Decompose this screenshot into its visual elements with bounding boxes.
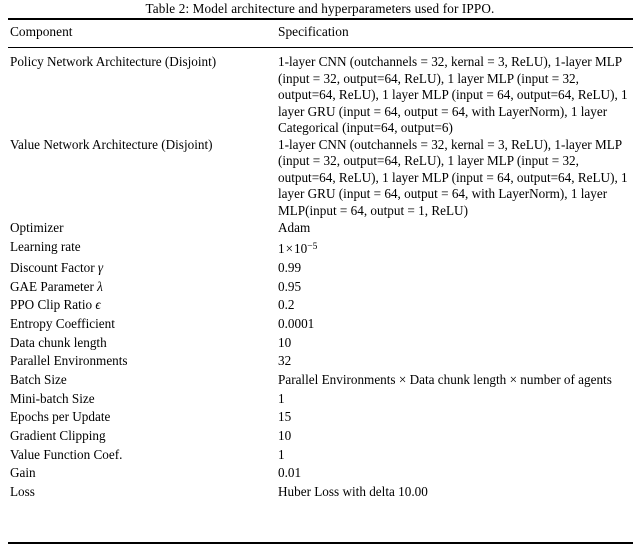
table-row (10, 408, 634, 427)
row-component: Gain (10, 465, 36, 481)
row-specification: 1-layer CNN (outchannels = 32, kernal = 3, ReLU), 1-layer MLP (input = 32, output=64, ReLU), 1 layer MLP (input = 32, output=64, ReLU), 1 layer MLP (input = 64, output=64, ReLU), 1 layer GRU (input = 64, output = 64, with LayerNorm), 1 layer Categorical (input=64, output=6) (278, 54, 628, 136)
table-row (10, 371, 634, 390)
row-component (10, 278, 278, 297)
row-component-label: PPO Clip Ratio (10, 297, 93, 313)
column-header-component: Component (10, 24, 73, 39)
row-component (10, 259, 278, 278)
row-component: Entropy Coefficient (10, 315, 115, 331)
row-component: Policy Network Architecture (Disjoint) (10, 54, 217, 69)
learning-rate-base: 10 (294, 241, 308, 257)
table-row (10, 390, 634, 409)
row-specification (278, 238, 634, 259)
table-row (10, 464, 634, 483)
row-component: Parallel Environments (10, 353, 128, 369)
table-bottomrule (8, 542, 633, 544)
row-specification: 0.01 (278, 465, 302, 481)
row-specification: Huber Loss with delta 10.00 (278, 484, 428, 500)
row-component: Loss (10, 484, 35, 500)
row-component-label: Discount Factor (10, 259, 95, 275)
table-caption (0, 0, 640, 17)
row-component: Gradient Clipping (10, 427, 106, 443)
row-component: Epochs per Update (10, 409, 111, 425)
gamma-symbol: γ (97, 259, 104, 275)
row-specification: 0.2 (278, 297, 295, 313)
table-row (10, 259, 634, 278)
row-component: Batch Size (10, 372, 67, 388)
table-caption-text: Table 2: Model architecture and hyperparameters used for IPPO. (145, 1, 495, 16)
table-header-row (10, 22, 634, 47)
row-specification: 1 (278, 446, 285, 462)
table-row (10, 219, 634, 238)
row-specification: 10 (278, 427, 292, 443)
row-specification: 32 (278, 353, 292, 369)
row-specification: 0.95 (278, 278, 302, 294)
row-specification: Adam (278, 220, 311, 236)
epsilon-symbol: ϵ (95, 297, 101, 313)
table-row (10, 427, 634, 446)
row-specification: 10 (278, 334, 292, 350)
row-component: Optimizer (10, 220, 64, 236)
row-component: Data chunk length (10, 334, 107, 350)
table-row (10, 54, 634, 137)
table-row (10, 278, 634, 297)
learning-rate-exponent: −5 (307, 242, 318, 253)
row-component-label: GAE Parameter (10, 278, 94, 294)
table-row (10, 352, 634, 371)
row-specification: 0.99 (278, 259, 302, 275)
table-row (10, 238, 634, 259)
row-specification: Parallel Environments × Data chunk length × number of agents (278, 372, 612, 388)
row-component (10, 296, 278, 315)
row-component: Learning rate (10, 239, 81, 255)
row-component: Value Function Coef. (10, 446, 123, 462)
learning-rate-mantissa: 1 (278, 241, 285, 257)
table-row (10, 137, 634, 220)
multiplication-sign: × (285, 241, 294, 257)
table-row (10, 483, 634, 502)
table-row (10, 446, 634, 465)
table-row (10, 296, 634, 315)
lambda-symbol: λ (97, 278, 103, 294)
hyperparameter-table (10, 22, 634, 502)
table-row (10, 334, 634, 353)
table-row (10, 315, 634, 334)
row-component: Mini-batch Size (10, 390, 95, 406)
row-specification: 1 (278, 390, 285, 406)
row-specification: 0.0001 (278, 315, 315, 331)
row-specification: 15 (278, 409, 292, 425)
column-header-specification: Specification (278, 24, 349, 39)
header-gap (10, 47, 634, 54)
row-specification: 1-layer CNN (outchannels = 32, kernal = 3, ReLU), 1-layer MLP (input = 32, output=64, ReLU), 1 layer MLP (input = 32, output=64, ReLU), 1 layer MLP (input = 64, output=64, ReLU), 1 layer GRU (input = 64, output = 64, with LayerNorm), 1 layer MLP(input = 64, output = 1, ReLU) (278, 136, 628, 218)
row-component: Value Network Architecture (Disjoint) (10, 136, 213, 152)
table-toprule (8, 18, 633, 20)
